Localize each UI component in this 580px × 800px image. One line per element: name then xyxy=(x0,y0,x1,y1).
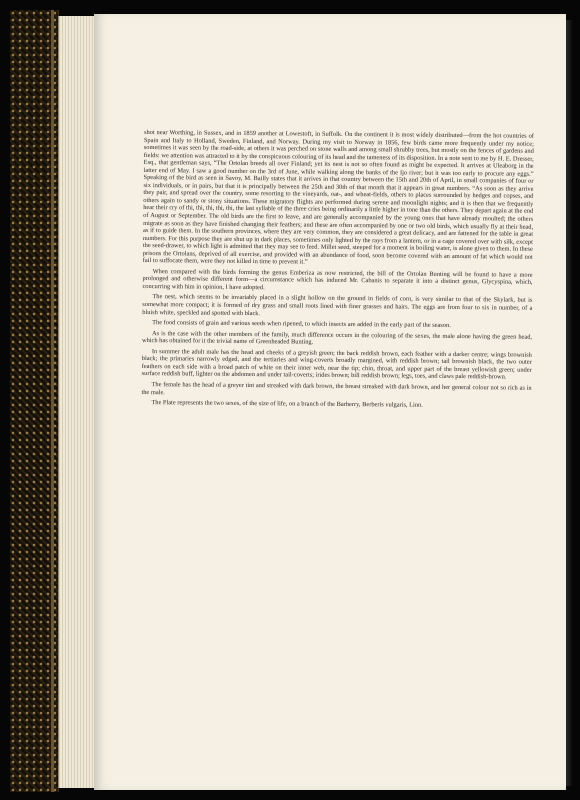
paragraph-8: The Plate represents the two sexes, of the size of life, on a branch of the Barberry, Berberis vulgaris, Linn. xyxy=(151,399,423,409)
paragraph-3: The nest, which seems to be invariably placed in a slight hollow on the ground in fields of corn, is very similar to that of the Skylark, but is somewhat more compact; it is formed of dry grass and small roots lined with finer grasses and hairs. The eggs are from four to six in number, of a bluish white, speckled and spotted with black. xyxy=(142,293,533,317)
paragraph-7: The female has the head of a greyer tint and streaked with dark brown, the breast streaked with dark brown, and her general colour not so rich as in the male. xyxy=(141,381,532,396)
body-text xyxy=(141,129,534,413)
book-cover-edge xyxy=(10,10,59,792)
page-shadow-right xyxy=(566,20,572,786)
paragraph-4: The food consists of grain and various seeds when ripened, to which insects are added in the early part of the season. xyxy=(152,319,451,330)
paragraph-2: When compared with the birds forming the genus Emberiza as now restricted, the bill of the Ortolan Bunting will be found to have a more prolonged and otherwise different form—a circumstance which has induced Mr. Cabanis to separate it into a distinct genus, Glycyspina, which, concurring with him in opinion, I have adopted. xyxy=(142,267,533,292)
page-edges xyxy=(58,16,97,788)
paragraph-6: In summer the adult male has the head and cheeks of a greyish green; the back reddish brown, each feather with a darker centre; wings brownish black; the primaries narrowly edged, and the tertiaries and wing-coverts broadly margined, with reddish brown; tail brownish black, the two outer feathers on each side with a broad patch of white on their inner web, near the tip; chin, throat, and upper part of the breast yellowish green; under surface reddish buff, lighter on the abdomen and under tail-coverts; irides brown; bill reddish brown; legs, toes, and claws pale reddish-brown. xyxy=(141,347,532,381)
paragraph-1: shot near Worthing, in Sussex, and in 1859 another at Lowestoft, in Suffolk. On the continent it is most widely distributed—from the hot countries of Spain and Italy to Holland, Sweden, Finland, and Norway. During my visit to Norway in 1856, few birds came more frequently under my notice; sometimes it was seen by the road-side, at others it was perched on stone walls and among small shrubby trees, but mostly on the fences of gardens and fields: we attention was attracted to it by the conspicuous colouring of its head and the tameness of its disposition. In a note sent to me by H. E. Dresser, Esq., that gentleman says, “The Ortolan breeds all over Finland; yet its nest is not so often found as might be expected. It arrives at Uleaborg in the latter end of May. I saw a good number on the 3rd of June, while walking along the banks of the Ijo river; but it was too early to procure any eggs.” Speaking of the bird as seen in Savoy, M. Bailly states that it arrives in that country between the 15th and 20th of April, in small companies of four or six individuals, or in pairs, but that it is principally between the 25th and 30th of that month that it appears in great numbers. “As soon as they arrive they pair, and spread over the country, some resorting to the vineyards, oat-, and wheat-fields, others to places surrounded by hedges and copses, and others again to sandy or stony situations. These migratory flights are performed during serene and moonlight nights; and it is then that we frequently hear their cry of thi, thi, thi, thi, thi, the last syllable of the three cries being ordinarily a little higher in tone than the others. They depart again at the end of August or September. The old birds are the first to leave, and are generally accompanied by the young ones that have already moulted; the others migrate as soon as they have finished changing their feathers; and these are often accompanied by one or two old birds, which usually fly at their head, as if to guide them. In the southern provinces, where they are very common, they are considered a great delicacy, and are fattened for the table in great numbers. For this purpose they are shut up in dark places, sometimes only lighted by the rays from a lantern, or in a cage covered over with silk, except the seed-drawer, to which light is admitted that they may see to feed. Millet seed, steeped for a moment in boiling water, is alone given to them. In these prisons the Ortolans, deprived of all exercise, and provided with an abundance of food, soon become covered with an amount of fat which would not fail to suffocate them, were they not killed in time to prevent it.” xyxy=(142,129,534,266)
book-page xyxy=(94,14,566,790)
paragraph-5: As is the case with the other members of the family, much difference occurs in the colouring of the sexes, the male alone having the green head, which has obtained for it the trivial name of Greenheaded Bunting. xyxy=(141,329,533,346)
